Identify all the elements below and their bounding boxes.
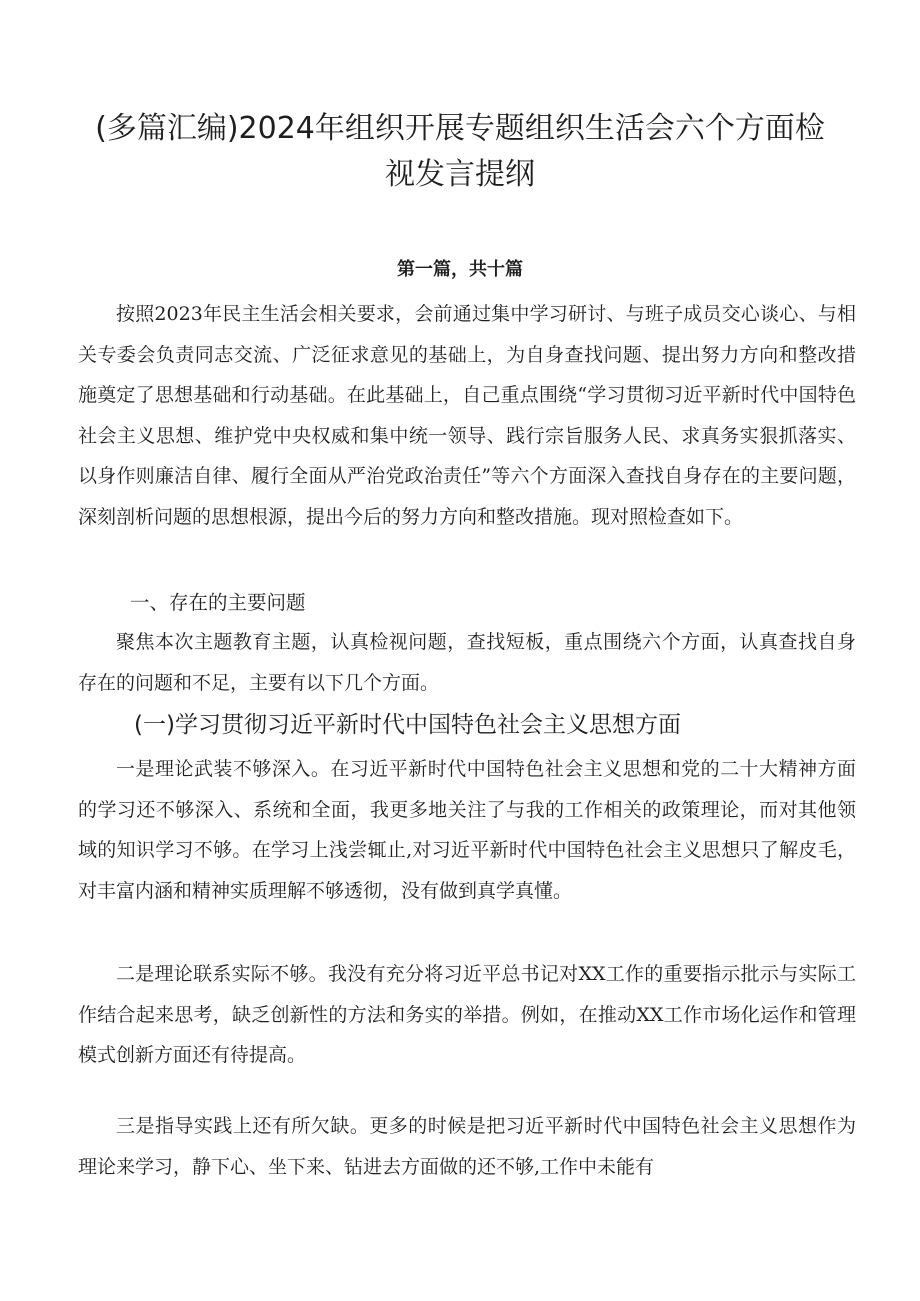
subsection-heading: (一)学习贯彻习近平新时代中国特色社会主义思想方面 bbox=[134, 712, 681, 738]
document-title bbox=[90, 106, 830, 198]
focus-paragraph: 聚焦本次主题教育主题，认真检视问题，查找短板，重点围绕六个方面，认真查找自身存在的问题和不足，主要有以下几个方面。 bbox=[78, 631, 856, 694]
point-two-paragraph: 二是理论联系实际不够。我没有充分将习近平总书记对XX工作的重要指示批示与实际工作结合起来思考，缺乏创新性的方法和务实的举措。例如，在推动XX工作市场化运作和管理模式创新方面还有待提高。 bbox=[78, 963, 856, 1067]
intro-paragraph: 按照2023年民主生活会相关要求，会前通过集中学习研讨、与班子成员交心谈心、与相关专委会负责同志交流、广泛征求意见的基础上，为自身查找问题、提出努力方向和整改措施奠定了思想基础和行动基础。在此基础上，自己重点围绕“学习贯彻习近平新时代中国特色社会主义思想、维护党中央权威和集中统一领导、践行宗旨服务人民、求真务实狠抓落实、以身作则廉洁自律、履行全面从严治党政治责任”等六个方面深入查找自身存在的主要问题，深刻剖析问题的思想根源，提出今后的努力方向和整改措施。现对照检查如下。 bbox=[78, 303, 856, 528]
point-three-paragraph: 三是指导实践上还有所欠缺。更多的时候是把习近平新时代中国特色社会主义思想作为理论来学习，静下心、坐下来、钻进去方面做的还不够,工作中未能有 bbox=[78, 1115, 856, 1178]
title-text: (多篇汇编)2024年组织开展专题组织生活会六个方面检视发言提纲 bbox=[95, 111, 825, 192]
document-subtitle: 第一篇，共十篇 bbox=[397, 259, 523, 280]
point-one-paragraph: 一是理论武装不够深入。在习近平新时代中国特色社会主义思想和党的二十大精神方面的学习还不够深入、系统和全面，我更多地关注了与我的工作相关的政策理论，而对其他领域的知识学习不够。在学习上浅尝辄止,对习近平新时代中国特色社会主义思想只了解皮毛，对丰富内涵和精神实质理解不够透彻，没有做到真学真懂。 bbox=[78, 758, 856, 902]
section-heading: 一、存在的主要问题 bbox=[130, 591, 306, 614]
